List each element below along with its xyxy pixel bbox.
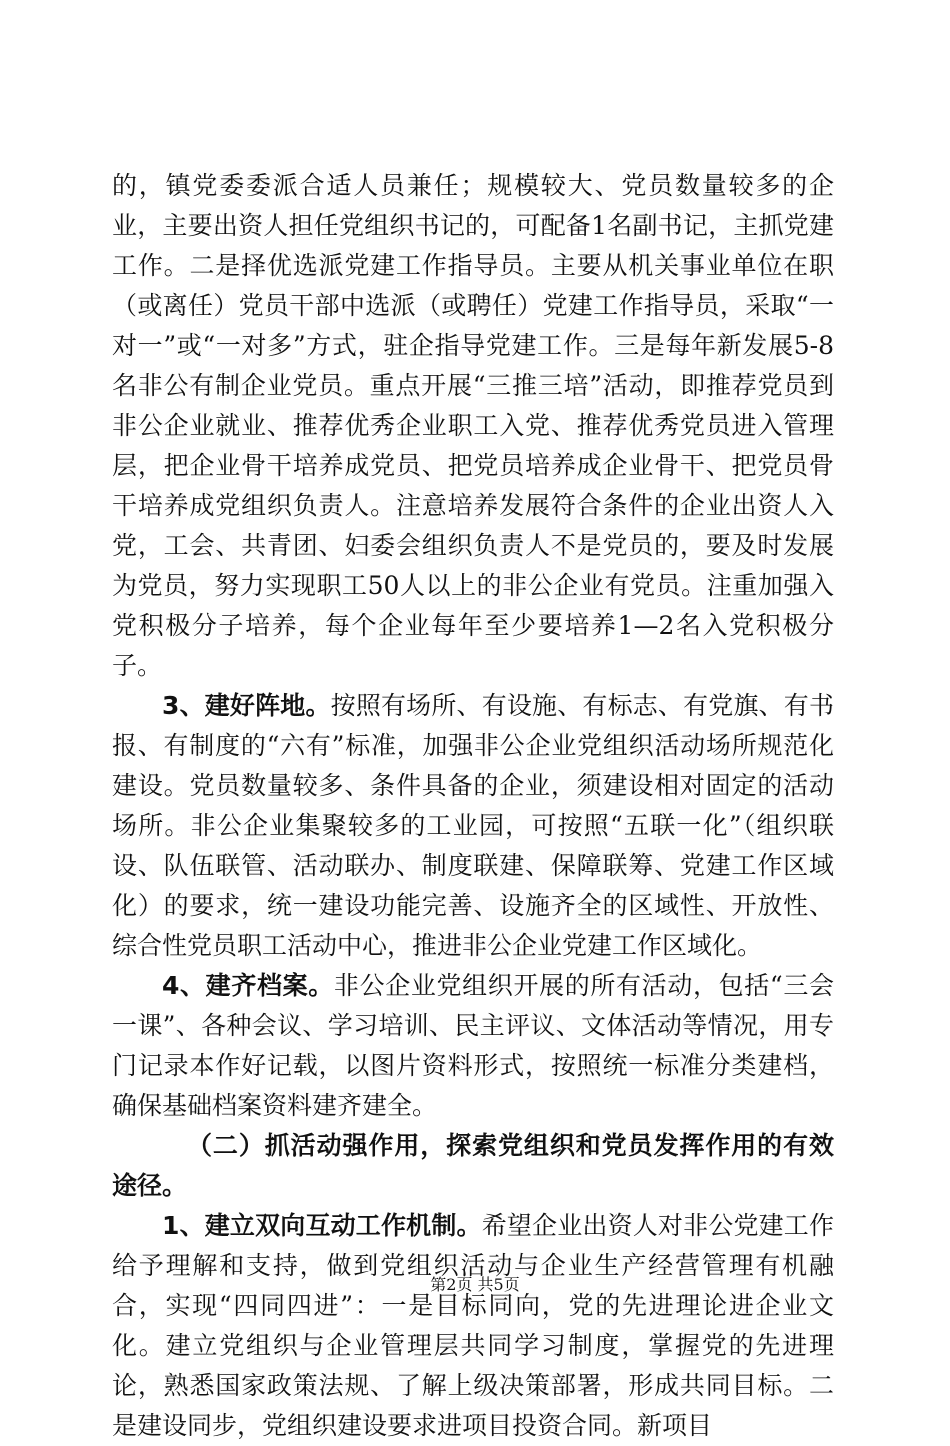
section-heading — [112, 1126, 834, 1206]
document-body — [112, 166, 834, 1446]
paragraph-build-position — [112, 686, 834, 966]
page-number-footer: 第2页 共5页 — [430, 1275, 520, 1294]
paragraph-heading: 3、建好阵地。 — [162, 691, 331, 720]
paragraph-text: 非公企业党组织开展的所有活动，包括“三会一课”、各种会议、学习培训、民主评议、文体活动等情况，用专门记录本作好记载，以图片资料形式，按照统一标准分类建档，确保基础档案资料建齐建全。 — [112, 971, 834, 1120]
paragraph-continuation — [112, 166, 834, 686]
paragraph-two-way-mechanism — [112, 1206, 834, 1446]
section-heading-text: （二）抓活动强作用，探索党组织和党员发挥作用的有效途径。 — [112, 1131, 834, 1200]
paragraph-text: 的，镇党委委派合适人员兼任；规模较大、党员数量较多的企业，主要出资人担任党组织书记的，可配备1名副书记，主抓党建工作。二是择优选派党建工作指导员。主要从机关事业单位在职（或离任）党员干部中选派（或聘任）党建工作指导员，采取“一对一”或“一对多”方式，驻企指导党建工作。三是每年新发展5-8名非公有制企业党员。重点开展“三推三培”活动，即推荐党员到非公企业就业、推荐优秀企业职工入党、推荐优秀党员进入管理层，把企业骨干培养成党员、把党员培养成企业骨干、把党员骨干培养成党组织负责人。注意培养发展符合条件的企业出资人入党，工会、共青团、妇委会组织负责人不是党员的，要及时发展为党员，努力实现职工50人以上的非公企业有党员。注重加强入党积极分子培养，每个企业每年至少要培养1—2名入党积极分子。 — [112, 171, 834, 680]
paragraph-text: 希望企业出资人对非公党建工作给予理解和支持，做到党组织活动与企业生产经营管理有机融合，实现“四同四进”：一是目标同向，党的先进理论进企业文化。建立党组织与企业管理层共同学习制度，掌握党的先进理论，熟悉国家政策法规、了解上级决策部署，形成共同目标。二是建设同步，党组织建设要求进项目投资合同。新项目 — [112, 1211, 834, 1440]
paragraph-text: 按照有场所、有设施、有标志、有党旗、有书报、有制度的“六有”标准，加强非公企业党组织活动场所规范化建设。党员数量较多、条件具备的企业，须建设相对固定的活动场所。非公企业集聚较多的工业园，可按照“五联一化”（组织联设、队伍联管、活动联办、制度联建、保障联筹、党建工作区域化）的要求，统一建设功能完善、设施齐全的区域性、开放性、综合性党员职工活动中心，推进非公企业党建工作区域化。 — [112, 691, 834, 960]
paragraph-heading: 1、建立双向互动工作机制。 — [162, 1211, 482, 1240]
paragraph-heading: 4、建齐档案。 — [162, 971, 334, 1000]
paragraph-build-archives — [112, 966, 834, 1126]
